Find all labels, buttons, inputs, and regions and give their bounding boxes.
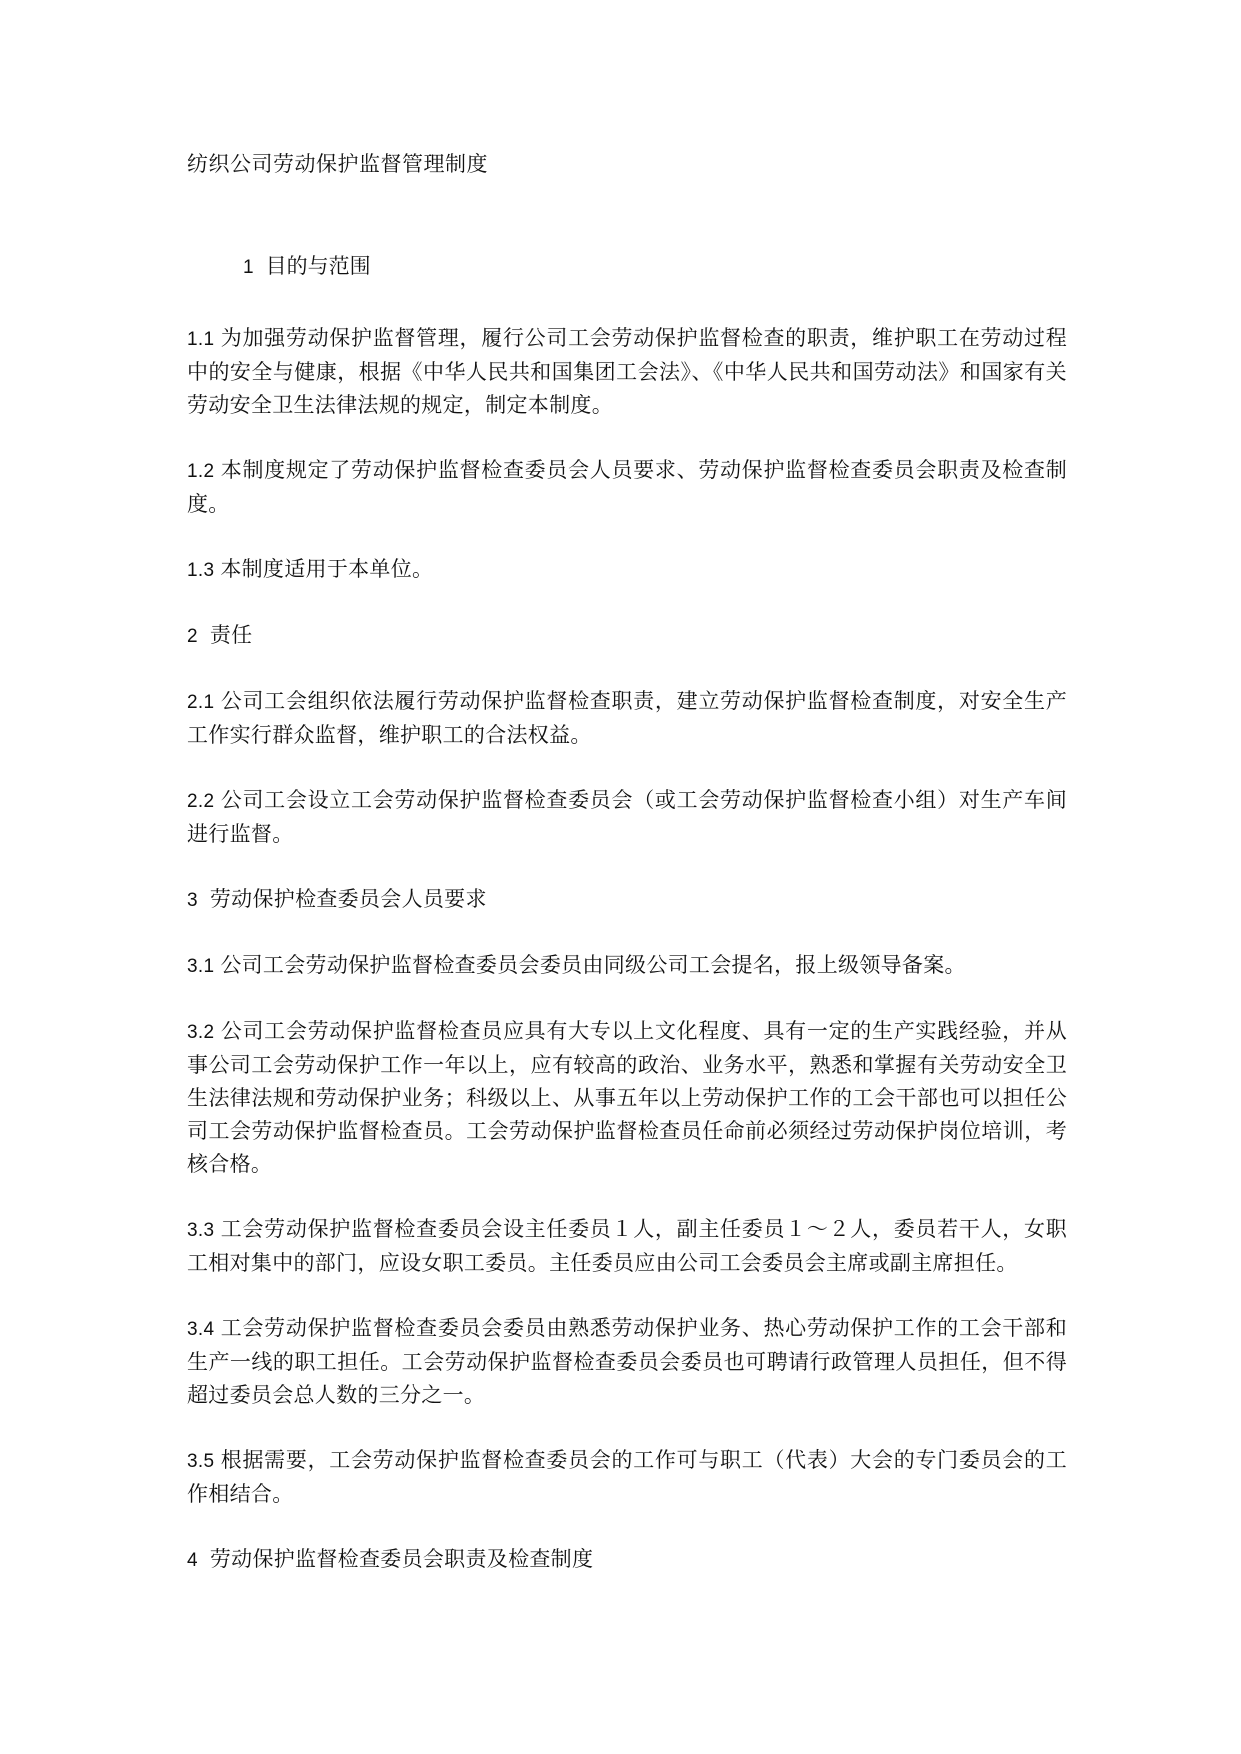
section-heading-3 xyxy=(187,883,1067,917)
section-heading-1 xyxy=(243,250,1067,284)
clause-text: 公司工会劳动保护监督检查员应具有大专以上文化程度、具有一定的生产实践经验，并从事公司工会劳动保护工作一年以上，应有较高的政治、业务水平，熟悉和掌握有关劳动安全卫生法律法规和劳动保护业务；科级以上、从事五年以上劳动保护工作的工会干部也可以担任公司工会劳动保护监督检查员。工会劳动保护监督检查员任命前必须经过劳动保护岗位培训，考核合格。 xyxy=(187,1019,1067,1176)
clause-1-2 xyxy=(187,454,1067,521)
clause-text: 工会劳动保护监督检查委员会设主任委员１人，副主任委员１～２人，委员若干人，女职工相对集中的部门，应设女职工委员。主任委员应由公司工会委员会主席或副主席担任。 xyxy=(187,1217,1067,1275)
clause-number: 1.3 xyxy=(187,560,215,581)
section-title: 劳动保护检查委员会人员要求 xyxy=(209,887,487,911)
clause-number: 3.1 xyxy=(187,956,215,977)
clause-number: 3.4 xyxy=(187,1319,215,1340)
clause-3-1 xyxy=(187,949,1067,983)
clause-number: 3.3 xyxy=(187,1220,215,1241)
clause-number: 1.1 xyxy=(187,329,215,350)
section-number: 4 xyxy=(187,1550,198,1571)
clause-3-4 xyxy=(187,1312,1067,1412)
section-number: 1 xyxy=(243,257,254,278)
section-number: 3 xyxy=(187,890,198,911)
clause-3-3 xyxy=(187,1213,1067,1280)
clause-number: 3.2 xyxy=(187,1022,215,1043)
clause-text: 工会劳动保护监督检查委员会委员由熟悉劳动保护业务、热心劳动保护工作的工会干部和生产一线的职工担任。工会劳动保护监督检查委员会委员也可聘请行政管理人员担任，但不得超过委员会总人数的三分之一。 xyxy=(187,1316,1067,1407)
clause-3-2 xyxy=(187,1015,1067,1181)
clause-2-2 xyxy=(187,784,1067,851)
clause-2-1 xyxy=(187,685,1067,752)
clause-number: 3.5 xyxy=(187,1451,215,1472)
section-title: 劳动保护监督检查委员会职责及检查制度 xyxy=(209,1547,594,1571)
section-number: 2 xyxy=(187,626,198,647)
clause-text: 为加强劳动保护监督管理，履行公司工会劳动保护监督检查的职责，维护职工在劳动过程中的安全与健康，根据《中华人民共和国集团工会法》、《中华人民共和国劳动法》和国家有关劳动安全卫生法律法规的规定，制定本制度。 xyxy=(187,326,1067,417)
document-title: 纺织公司劳动保护监督管理制度 xyxy=(187,152,488,176)
clause-1-3 xyxy=(187,553,1067,587)
clause-text: 根据需要，工会劳动保护监督检查委员会的工作可与职工（代表）大会的专门委员会的工作相结合。 xyxy=(187,1448,1067,1506)
section-title: 目的与范围 xyxy=(265,254,371,278)
clause-number: 2.2 xyxy=(187,791,215,812)
clause-1-1 xyxy=(187,322,1067,422)
clause-number: 1.2 xyxy=(187,461,215,482)
clause-text: 公司工会组织依法履行劳动保护监督检查职责，建立劳动保护监督检查制度，对安全生产工作实行群众监督，维护职工的合法权益。 xyxy=(187,689,1067,747)
section-heading-2 xyxy=(187,619,1067,653)
clause-number: 2.1 xyxy=(187,692,215,713)
document-body xyxy=(187,148,1067,1609)
clause-text: 本制度规定了劳动保护监督检查委员会人员要求、劳动保护监督检查委员会职责及检查制度。 xyxy=(187,458,1067,516)
clause-text: 公司工会设立工会劳动保护监督检查委员会（或工会劳动保护监督检查小组）对生产车间进行监督。 xyxy=(187,788,1067,846)
clause-text: 本制度适用于本单位。 xyxy=(220,557,434,581)
clause-3-5 xyxy=(187,1444,1067,1511)
clause-text: 公司工会劳动保护监督检查委员会委员由同级公司工会提名，报上级领导备案。 xyxy=(220,953,966,977)
section-title: 责任 xyxy=(209,623,253,647)
section-heading-4 xyxy=(187,1543,1067,1577)
